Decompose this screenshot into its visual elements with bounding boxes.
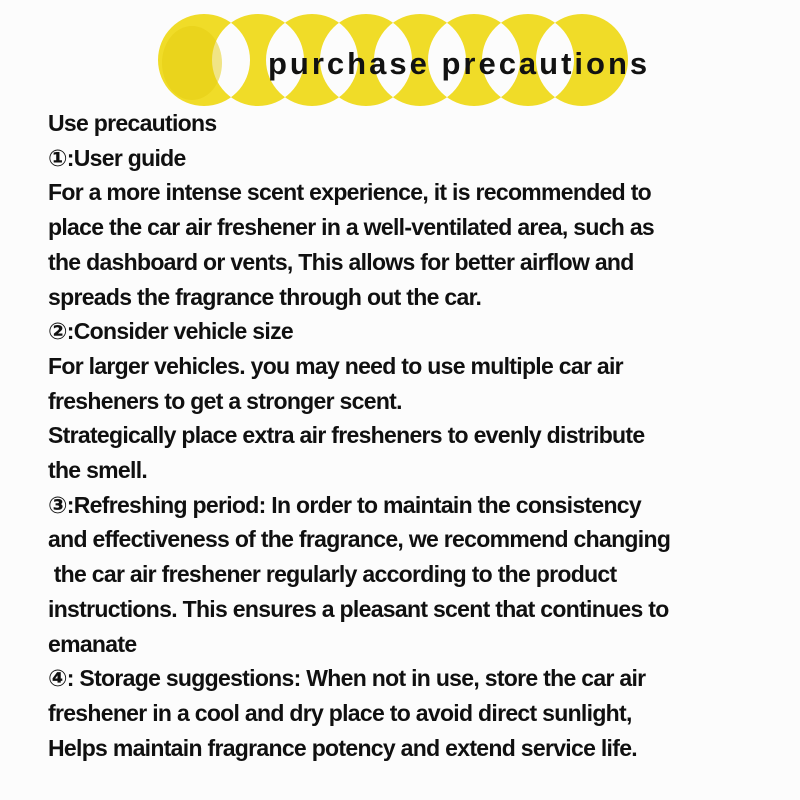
precautions-text-block xyxy=(48,106,778,765)
text-line: Strategically place extra air fresheners to evenly distribute xyxy=(48,422,645,449)
circle-shade-blob xyxy=(162,26,222,100)
text-line-storage-heading: ④: Storage suggestions: When not in use, store the car air xyxy=(48,665,646,692)
text-line: instructions. This ensures a pleasant scent that continues to xyxy=(48,595,669,622)
text-line: the dashboard or vents, This allows for better airflow and xyxy=(48,248,634,275)
text-line-user-guide-heading: ①:User guide xyxy=(48,144,186,171)
text-line: and effectiveness of the fragrance, we recommend changing xyxy=(48,526,671,553)
text-line-vehicle-size-heading: ②:Consider vehicle size xyxy=(48,318,293,345)
text-line: Helps maintain fragrance potency and extend service life. xyxy=(48,734,637,761)
text-line-refreshing-period-heading: ③:Refreshing period: In order to maintain the consistency xyxy=(48,491,641,518)
text-line: the car air freshener regularly according to the product xyxy=(48,561,617,588)
text-line: spreads the fragrance through out the car. xyxy=(48,283,482,310)
text-line: For larger vehicles. you may need to use multiple car air xyxy=(48,352,623,379)
text-line: place the car air freshener in a well-ventilated area, such as xyxy=(48,214,655,241)
header-banner xyxy=(0,0,800,120)
page-title: purchase precautions xyxy=(268,46,651,81)
text-line: For a more intense scent experience, it is recommended to xyxy=(48,179,652,206)
text-line: emanate xyxy=(48,630,137,657)
text-line: the smell. xyxy=(48,457,148,484)
text-line-use-precautions: Use precautions xyxy=(48,110,217,136)
text-line: freshener in a cool and dry place to avoid direct sunlight, xyxy=(48,699,632,726)
text-line: fresheners to get a stronger scent. xyxy=(48,387,402,414)
